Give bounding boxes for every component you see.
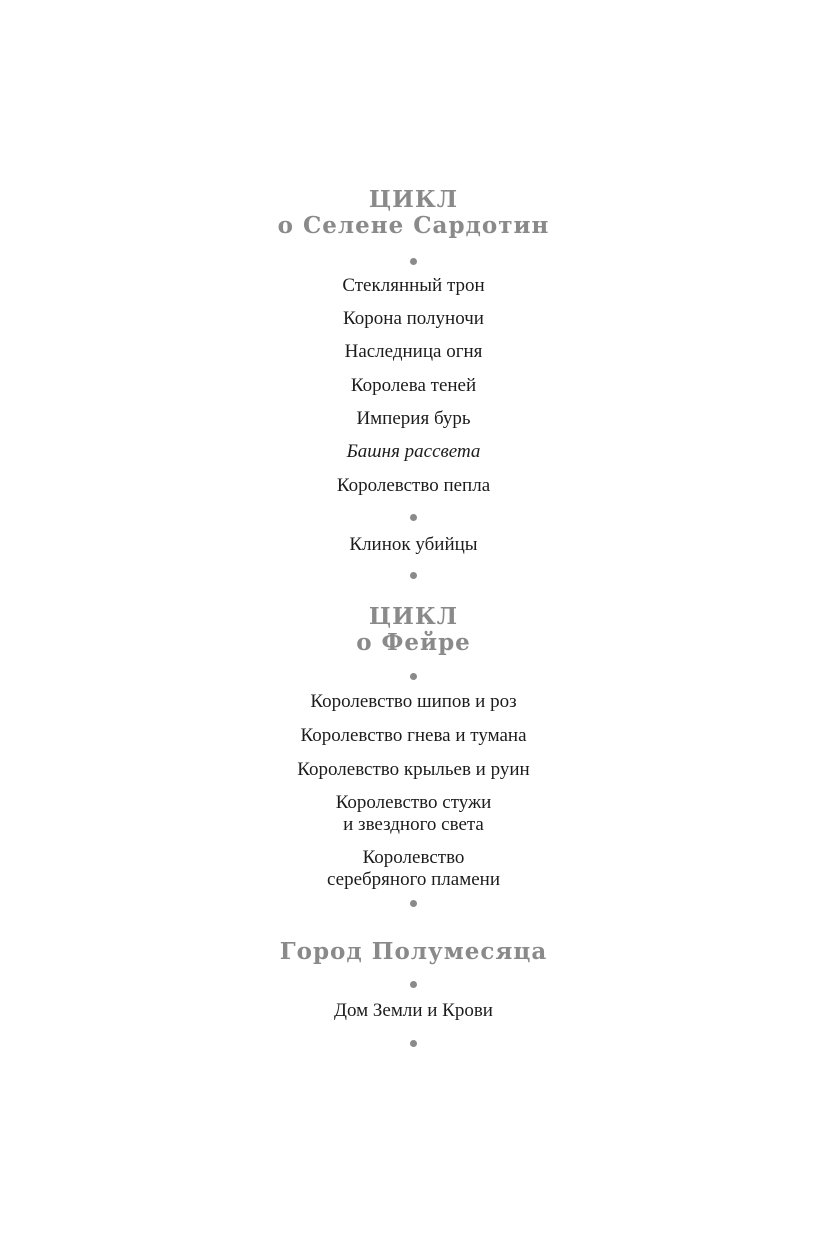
separator-dot <box>410 572 417 579</box>
separator-dot <box>410 900 417 907</box>
section-heading-series: Город Полумесяца <box>279 938 548 965</box>
book-title: Королевство крыльев и руин <box>297 759 530 780</box>
separator-dot <box>410 981 417 988</box>
book-title: Наследница огня <box>344 341 483 362</box>
book-title-line: Королевство стужи <box>335 792 492 813</box>
book-title: Королевство пепла <box>336 475 491 496</box>
book-title: Корона полуночи <box>343 308 484 329</box>
book-title-line: и звездного света <box>343 814 484 835</box>
separator-dot <box>410 258 417 265</box>
book-title: Королева теней <box>350 375 477 396</box>
book-title: Королевство гнева и тумана <box>300 725 527 746</box>
separator-dot <box>410 514 417 521</box>
separator-dot <box>410 673 417 680</box>
book-title: Стеклянный трон <box>342 275 485 296</box>
book-title: Империя бурь <box>356 408 471 429</box>
section-heading-cycle: ЦИКЛ <box>368 186 459 213</box>
book-title-line: серебряного пламени <box>326 869 501 890</box>
section-heading-subtitle: о Селене Сардотин <box>277 212 550 239</box>
book-title: Башня рассвета <box>346 441 481 462</box>
separator-dot <box>410 1040 417 1047</box>
book-title: Королевство шипов и роз <box>310 691 517 712</box>
book-title: Дом Земли и Крови <box>334 1000 493 1021</box>
book-title: Клинок убийцы <box>349 534 478 555</box>
section-heading-subtitle: о Фейре <box>356 629 471 656</box>
section-heading-cycle: ЦИКЛ <box>368 603 459 630</box>
book-title-line: Королевство <box>362 847 465 868</box>
